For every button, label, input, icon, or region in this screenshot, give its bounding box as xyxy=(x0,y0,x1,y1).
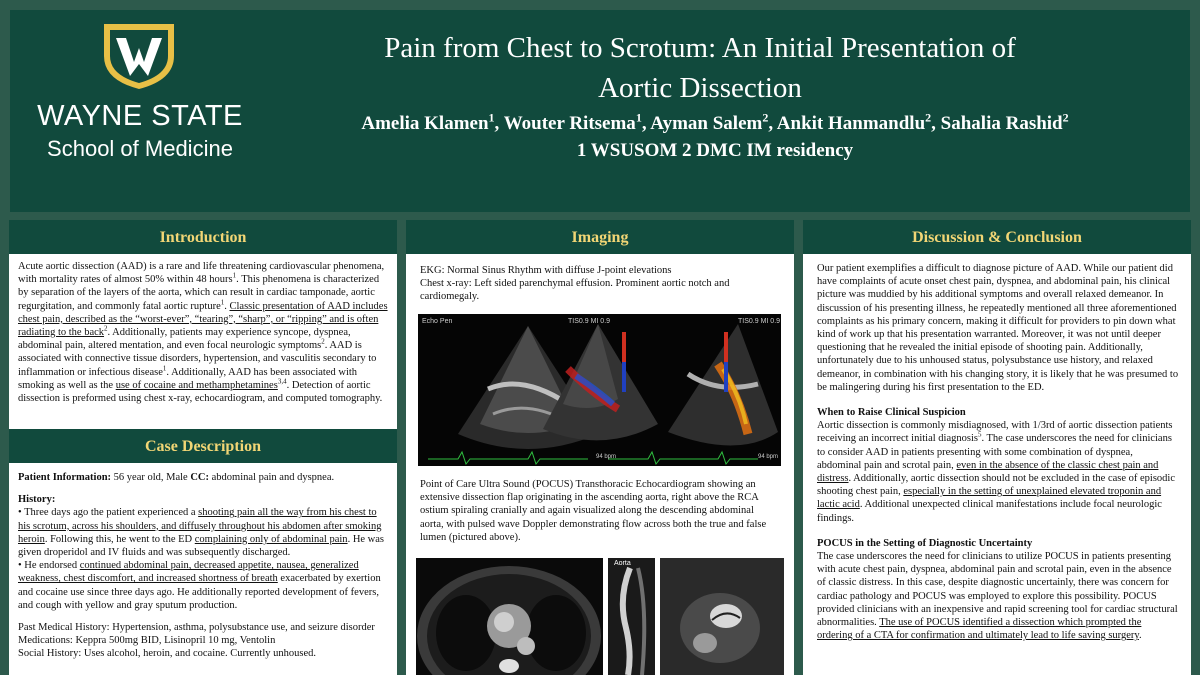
intro-text: Acute aortic dissection (AAD) is a rare and life threatening cardiovascular phenomena, with mortality rates of almost 50% within 48 hours$^1$. This phenomena is characterized by separation of the layers of the aorta, which can result in cardiac tamponade, aortic regurgitation, and commonly fatal aortic rupture$^1$. Classic presentation of AAD includes chest pain, described as the “worst-ever”, “tearing”, “sharp”, or “ripping” and is often radiating to the back$^2$. Additionally, patients may experience syncope, dyspnea, abdominal pain, altered mentation, and even focal neurologic symptoms$^2$. AAD is associated with connective tissue disorders, hypertension, and vasculitis secondary to inflammation or infectious disease$^1$. Additionally, AAD has been associated with smoking as well as the use of cocaine and methamphetamines$^{3,4}$. Detection of aortic dissection is preformed using chest x-ray, echocardiogram, and computed tomography. xyxy=(18,261,388,405)
author-sup: 1 xyxy=(635,110,642,125)
author-sup: 2 xyxy=(762,110,769,125)
history-bullet-2: • He endorsed continued abdominal pain, decreased appetite, nausea, generalized weakness, chest discomfort, and increased shortness of breath exacerbated by exertion and cocaine use since three days ago. He additionally reported development of fevers, and cough with yellow and gray sputum production. xyxy=(18,560,381,611)
cxr-finding: Chest x-ray: Left sided parenchymal effusion. Prominent aortic notch and cardiomegaly. xyxy=(420,278,730,303)
poster-title xyxy=(340,28,1060,108)
author: Wouter Ritsema xyxy=(503,113,636,134)
medications: Medications: Keppra 500mg BID, Lisinopril 10 mg, Ventolin xyxy=(18,635,276,647)
ct-sagittal-graphic xyxy=(608,558,655,675)
pocus-heading: POCUS in the Setting of Diagnostic Uncertainty xyxy=(817,537,1033,549)
discussion-paragraph-2: Aortic dissection is commonly misdiagnosed, with 1/3rd of aortic dissection patients receiving an incorrect initial diagnosis$^5$. The case underscores the need for clinicians to consider AAD in patients presenting with some combination of dyspnea, abdominal pain and scrotal pain, even in the absence of the classic chest pain and distress. Additionally, aortic dissection should not be excluded in the case of episodic shooting chest pain, especially in the setting of unexplained elevated troponin and lactic acid. Additional unexpected clinical manifestations include focal neurologic findings. xyxy=(817,420,1175,524)
ct-axial-graphic xyxy=(416,558,603,675)
pocus-caption: Point of Care Ultra Sound (POCUS) Transthoracic Echocardiogram showing an extensive dissection flap originating in the ascending aorta, right above the RCA ostium spiraling cranially and again visualized along the descending abdominal aorta, with pulsed wave Doppler demonstrating flow across both the true and false lumen (pictured above). xyxy=(420,479,767,543)
logo-university-name: WAYNE STATE xyxy=(37,100,243,132)
author-sup: 1 xyxy=(488,110,495,125)
intro-heading: Introduction xyxy=(9,220,397,254)
history-label: History: xyxy=(18,494,56,506)
ct-zoom-image xyxy=(660,558,784,675)
affiliations: 1 WSUSOM 2 DMC IM residency xyxy=(576,140,854,161)
social-history: Social History: Uses alcohol, heroin, and cocaine. Currently unhoused. xyxy=(18,648,317,660)
discussion-text xyxy=(803,254,1191,642)
wayne-state-shield-icon xyxy=(102,22,176,90)
discussion-heading: Discussion & Conclusion xyxy=(803,220,1191,254)
echo-tis-1: TIS0.9 MI 0.9 xyxy=(568,318,611,325)
author-sup: 2 xyxy=(925,110,932,125)
echo-ultrasound-graphic xyxy=(418,314,781,466)
author-sup: 2 xyxy=(1062,110,1069,125)
history-bullet-1: • Three days ago the patient experienced a shooting pain all the way from his chest to his scrotum, across his shoulders, and diffusely throughout his abdomen after smoking heroin. Following this, he went to the ED complaining only of abdominal pain. He was given droperidol and IV fluids and was subsequently discharged. xyxy=(18,507,385,559)
authors-block xyxy=(270,110,1160,164)
echo-image xyxy=(418,314,781,466)
ekg-finding: EKG: Normal Sinus Rhythm with diffuse J-point elevations xyxy=(420,265,672,276)
heart-rate-2: 94 bpm xyxy=(758,454,779,460)
right-column xyxy=(803,220,1191,675)
discussion-paragraph-3: The case underscores the need for clinicians to utilize POCUS in patients presenting with acute chest pain, dyspnea, abdominal pain and scrotal pain, even in the absence of classic distress. In this case, despite diagnostic uncertainly, there was concern for cardiac pathology and POCUS was employed to explore this possibility. POCUS provided clinicians with an inexpensive and rapid screening tool for cardiac structural abnormalities. The use of POCUS identified a dissection which prompted the ordering of a CTA for confirmation and ultimately lead to life saving surgery. xyxy=(817,551,1178,642)
author: Sahalia Rashid xyxy=(940,113,1063,134)
past-medical-history: Past Medical History: Hypertension, asthma, polysubstance use, and seizure disorder xyxy=(18,622,375,634)
echo-label: Echo Pen xyxy=(422,318,453,325)
discussion-paragraph-1: Our patient exemplifies a difficult to diagnose picture of AAD. While our patient did have complaints of acute onset chest pain, dyspnea, and abdominal pain, his clinical picture was muddied by his additional symptoms and overall relaxed demeanor. In discussion of his presenting illness, he repeatedly mentioned all three aforementioned complaints as his primary concern, making it difficult for providers to pin down what kind of work up that his presentation warranted. Moreover, it was not until deeper questioning that he revealed the initial episode of shooting pain. Additionally, unfortunately due to his unhoused status, polysubstance use history, and relaxed demeanor, in combination with his changing story, it is likely that he was presumed to be malingering during his first presentation to the ED. xyxy=(817,263,1179,393)
author: Ankit Hanmandlu xyxy=(776,113,926,134)
ct-axial-image xyxy=(416,558,603,675)
imaging-findings xyxy=(406,254,794,304)
author-list: Amelia Klamen$^1$, Wouter Ritsema$^1$, Ayman Salem$^2$, Ankit Hanmandlu$^2$, Sahalia Rashid$^2$ xyxy=(361,110,1069,134)
title-line-2: Aortic Dissection xyxy=(598,72,802,104)
logo-school-name: School of Medicine xyxy=(47,136,233,161)
ct-sagittal-image xyxy=(608,558,655,675)
middle-column xyxy=(406,220,794,675)
ct-zoom-graphic xyxy=(660,558,784,675)
imaging-heading: Imaging xyxy=(406,220,794,254)
clinical-suspicion-heading: When to Raise Clinical Suspicion xyxy=(817,407,966,419)
author: Ayman Salem xyxy=(650,113,763,134)
case-text: Patient Information: 56 year old, Male CC: abdominal pain and dyspnea. History: • Three days ago the patient experienced a shooting pain all the way from his chest to his scrotum, across his shoulders, and diffusely throughout his abdomen after smoking heroin. Following this, he went to the ED complaining only of abdominal pain. He was given droperidol and IV fluids and was subsequently discharged. • He endorsed continued abdominal pain, decreased appetite, nausea, generalized weakness, chest discomfort, and increased shortness of breath exacerbated by exertion and cocaine use since three days ago. He additionally reported development of fevers, and cough with yellow and gray sputum production. Past Medical History: Hypertension, asthma, polysubstance use, and seizure disorder Medications: Keppra 500mg BID, Lisinopril 10 mg, Ventolin Social History: Uses alcohol, heroin, and cocaine. Currently unhoused. xyxy=(9,471,397,661)
echo-tis-2: TIS0.9 MI 0.9 xyxy=(738,318,781,325)
case-heading: Case Description xyxy=(9,429,397,463)
ct-aorta-label: Aorta xyxy=(614,560,631,567)
left-column xyxy=(9,220,397,675)
heart-rate-1: 94 bpm xyxy=(596,454,617,460)
title-line-1: Pain from Chest to Scrotum: An Initial Presentation of xyxy=(384,32,1016,64)
author: Amelia Klamen xyxy=(361,113,489,134)
